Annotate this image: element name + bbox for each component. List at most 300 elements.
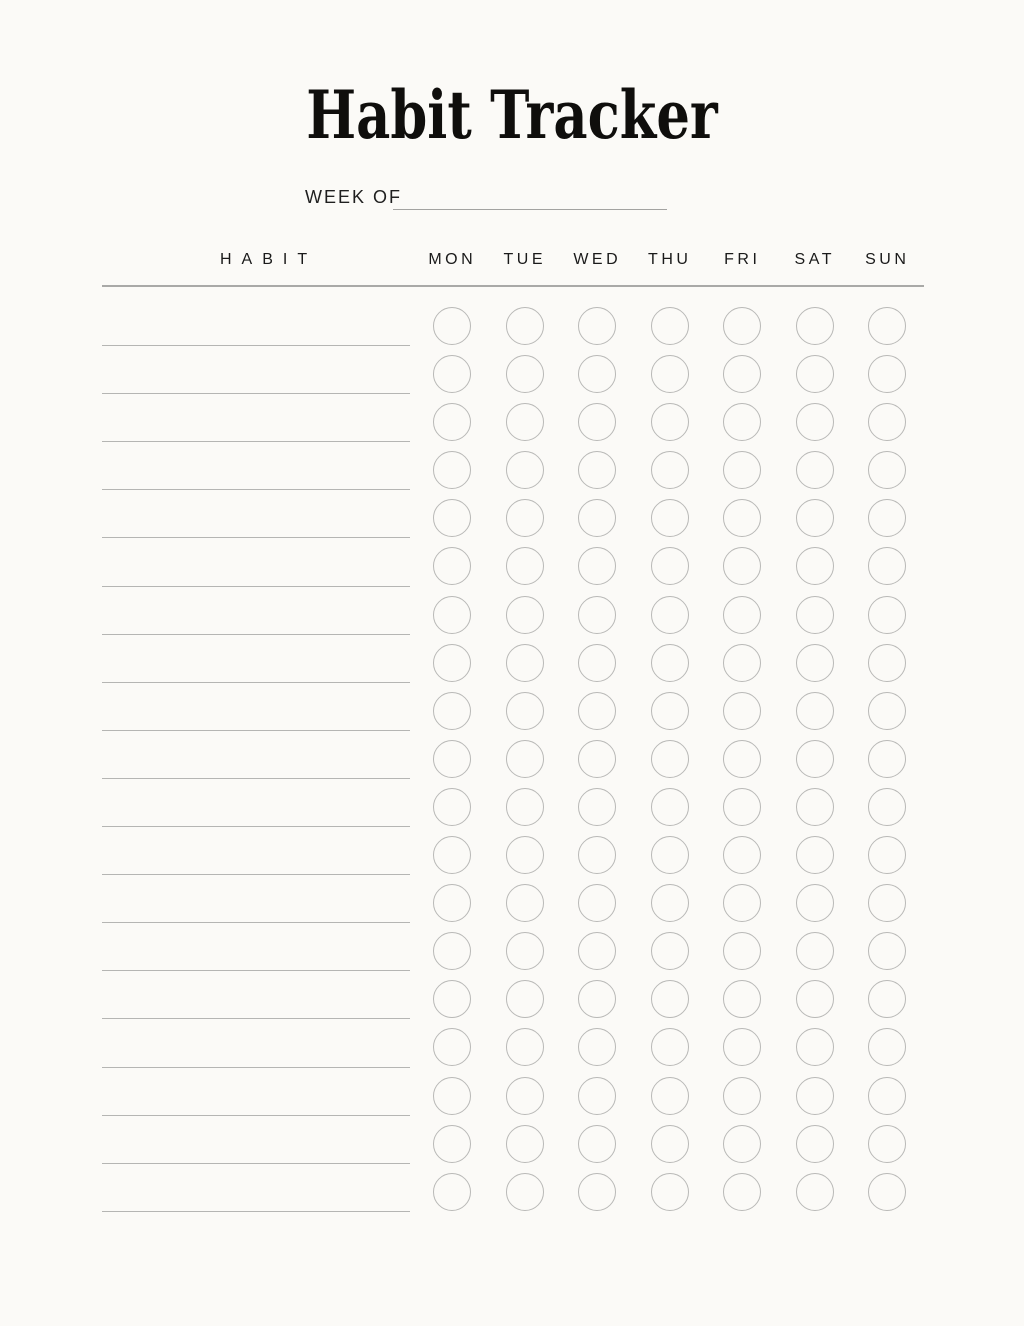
habit-name-line[interactable] [102,642,410,683]
habit-name-line[interactable] [102,401,410,442]
circle-cell [851,355,924,393]
day-circle-thu[interactable] [651,547,689,585]
circle-cell [779,307,852,345]
day-circle-sat[interactable] [796,547,834,585]
habit-name-line[interactable] [102,690,410,731]
circle-cell [851,1125,924,1163]
day-circle-mon[interactable] [433,932,471,970]
day-circle-mon[interactable] [433,1028,471,1066]
day-circle-mon[interactable] [433,884,471,922]
circle-cell [561,355,634,393]
circle-cell [634,451,707,489]
circle-cell [706,788,779,826]
circle-row [416,884,924,922]
circle-cell [779,692,852,730]
circle-cell [851,547,924,585]
day-circle-tue[interactable] [506,355,544,393]
tracker-row [0,1164,1024,1212]
circle-cell [489,355,562,393]
day-circle-wed[interactable] [578,788,616,826]
day-circle-sat[interactable] [796,1125,834,1163]
tracker-row [0,1068,1024,1116]
tracker-row [0,635,1024,683]
day-circle-sun[interactable] [868,980,906,1018]
day-circle-sun[interactable] [868,355,906,393]
day-circle-thu[interactable] [651,1028,689,1066]
week-of-label: WEEK OF [305,187,403,207]
circle-cell [561,451,634,489]
day-circle-thu[interactable] [651,788,689,826]
day-circle-thu[interactable] [651,596,689,634]
tracker-row [0,298,1024,346]
day-header-thu: THU [648,251,692,268]
circle-cell [779,451,852,489]
circle-cell [779,596,852,634]
day-circle-tue[interactable] [506,884,544,922]
day-circle-fri[interactable] [723,980,761,1018]
circle-cell [489,1028,562,1066]
circle-row [416,932,924,970]
day-circle-fri[interactable] [723,932,761,970]
circle-cell [489,307,562,345]
day-circle-mon[interactable] [433,1125,471,1163]
day-circle-fri[interactable] [723,307,761,345]
circle-cell [779,740,852,778]
circle-cell [634,1028,707,1066]
circle-cell [706,499,779,537]
day-header-tue: TUE [503,251,546,268]
circle-cell [489,1077,562,1115]
day-circle-tue[interactable] [506,932,544,970]
habit-name-line[interactable] [102,834,410,875]
day-circle-sun[interactable] [868,547,906,585]
day-circle-fri[interactable] [723,1173,761,1211]
circle-row [416,596,924,634]
circle-cell [634,644,707,682]
circle-cell [851,1028,924,1066]
day-circle-mon[interactable] [433,788,471,826]
circle-cell [561,980,634,1018]
day-circle-tue[interactable] [506,836,544,874]
circle-cell [561,596,634,634]
day-circle-tue[interactable] [506,547,544,585]
circle-cell [416,451,489,489]
tracker-row [0,971,1024,1019]
day-circle-tue[interactable] [506,980,544,1018]
day-circle-tue[interactable] [506,1125,544,1163]
tracker-row [0,683,1024,731]
day-circle-sun[interactable] [868,788,906,826]
day-circle-sat[interactable] [796,884,834,922]
circle-cell [489,884,562,922]
tracker-row [0,779,1024,827]
day-header-wed: WED [573,251,622,268]
day-circle-thu[interactable] [651,355,689,393]
habit-name-line[interactable] [102,1171,410,1212]
circle-cell [634,1125,707,1163]
habit-name-line[interactable] [102,1075,410,1116]
tracker-row [0,923,1024,971]
circle-cell [416,547,489,585]
habit-name-line[interactable] [102,546,410,587]
day-circle-mon[interactable] [433,499,471,537]
circle-cell [634,1077,707,1115]
day-circle-tue[interactable] [506,499,544,537]
day-circle-tue[interactable] [506,644,544,682]
day-circle-tue[interactable] [506,596,544,634]
day-circle-wed[interactable] [578,1173,616,1211]
circle-cell [779,932,852,970]
circle-cell [634,980,707,1018]
habit-name-line[interactable] [102,1123,410,1164]
day-circle-thu[interactable] [651,1173,689,1211]
day-header-sat: SAT [794,251,835,268]
week-of-input[interactable] [393,186,667,210]
circle-cell [489,740,562,778]
circle-cell [561,547,634,585]
day-circle-fri[interactable] [723,499,761,537]
habit-name-line[interactable] [102,353,410,394]
circle-cell [489,1125,562,1163]
day-circle-tue[interactable] [506,788,544,826]
circle-cell [851,692,924,730]
circle-cell [706,980,779,1018]
day-circle-fri[interactable] [723,403,761,441]
circle-cell [489,596,562,634]
day-circle-wed[interactable] [578,692,616,730]
day-circle-tue[interactable] [506,307,544,345]
day-circle-mon[interactable] [433,980,471,1018]
day-circle-tue[interactable] [506,403,544,441]
habit-name-line[interactable] [102,882,410,923]
tracker-rows [0,298,1024,1212]
day-circle-sun[interactable] [868,1125,906,1163]
circle-cell [416,644,489,682]
circle-cell [561,1028,634,1066]
habit-name-line[interactable] [102,1027,410,1068]
circle-row [416,403,924,441]
circle-row [416,836,924,874]
day-circle-sat[interactable] [796,644,834,682]
circle-cell [416,596,489,634]
circle-cell [416,499,489,537]
circle-cell [851,836,924,874]
circle-row [416,1028,924,1066]
day-circle-sat[interactable] [796,740,834,778]
day-circle-sun[interactable] [868,1173,906,1211]
circle-cell [706,307,779,345]
day-circle-mon[interactable] [433,403,471,441]
circle-cell [634,403,707,441]
day-circle-tue[interactable] [506,451,544,489]
day-circle-thu[interactable] [651,451,689,489]
page-title: Habit Tracker [306,76,718,154]
circle-cell [634,547,707,585]
day-circle-thu[interactable] [651,884,689,922]
circle-cell [561,499,634,537]
circle-cell [561,1173,634,1211]
circle-row [416,547,924,585]
tracker-row [0,875,1024,923]
circle-cell [706,884,779,922]
circle-cell [779,836,852,874]
day-circle-fri[interactable] [723,547,761,585]
day-circle-fri[interactable] [723,884,761,922]
day-circle-sun[interactable] [868,644,906,682]
day-circle-fri[interactable] [723,355,761,393]
day-circle-mon[interactable] [433,596,471,634]
circle-cell [779,355,852,393]
circle-cell [779,1173,852,1211]
habit-name-line[interactable] [102,594,410,635]
day-circle-wed[interactable] [578,499,616,537]
day-circle-thu[interactable] [651,1077,689,1115]
habit-name-line[interactable] [102,305,410,346]
circle-cell [489,692,562,730]
day-circle-mon[interactable] [433,692,471,730]
day-circle-mon[interactable] [433,547,471,585]
day-circle-sun[interactable] [868,451,906,489]
day-circle-thu[interactable] [651,1125,689,1163]
tracker-row [0,490,1024,538]
day-circle-tue[interactable] [506,740,544,778]
day-circle-tue[interactable] [506,1028,544,1066]
tracker-row [0,394,1024,442]
day-circle-sat[interactable] [796,836,834,874]
day-circle-sat[interactable] [796,788,834,826]
day-circle-sat[interactable] [796,355,834,393]
circle-cell [851,596,924,634]
day-circle-fri[interactable] [723,1028,761,1066]
day-circle-sat[interactable] [796,692,834,730]
circle-cell [779,499,852,537]
day-circle-wed[interactable] [578,1077,616,1115]
day-circle-sun[interactable] [868,1028,906,1066]
circle-cell [634,499,707,537]
day-circle-fri[interactable] [723,788,761,826]
circle-cell [779,403,852,441]
circle-cell [634,355,707,393]
day-header-sun: SUN [865,251,910,268]
circle-cell [706,740,779,778]
day-circle-mon[interactable] [433,355,471,393]
circle-cell [634,692,707,730]
circle-cell [489,980,562,1018]
circle-cell [416,307,489,345]
day-circle-sat[interactable] [796,596,834,634]
header-divider [102,285,924,287]
circle-row [416,644,924,682]
day-circle-sat[interactable] [796,1028,834,1066]
circle-cell [851,644,924,682]
day-circle-wed[interactable] [578,740,616,778]
day-circle-sun[interactable] [868,403,906,441]
tracker-row [0,538,1024,586]
circle-cell [561,788,634,826]
day-circle-mon[interactable] [433,451,471,489]
day-circle-fri[interactable] [723,1077,761,1115]
circle-cell [561,644,634,682]
tracker-row [0,1116,1024,1164]
circle-cell [416,1077,489,1115]
tracker-row [0,731,1024,779]
day-circle-sat[interactable] [796,403,834,441]
day-circle-mon[interactable] [433,1173,471,1211]
circle-cell [851,884,924,922]
circle-cell [416,1173,489,1211]
circle-cell [851,403,924,441]
circle-cell [706,932,779,970]
circle-cell [851,932,924,970]
circle-cell [779,788,852,826]
day-circle-wed[interactable] [578,980,616,1018]
day-circle-sun[interactable] [868,307,906,345]
tracker-row [0,442,1024,490]
day-circle-thu[interactable] [651,980,689,1018]
circle-cell [706,451,779,489]
circle-cell [561,740,634,778]
circle-cell [851,451,924,489]
circle-cell [561,884,634,922]
day-circle-wed[interactable] [578,932,616,970]
day-circle-wed[interactable] [578,307,616,345]
day-circle-mon[interactable] [433,836,471,874]
circle-cell [634,596,707,634]
day-circle-sun[interactable] [868,1077,906,1115]
day-circle-fri[interactable] [723,740,761,778]
day-circle-mon[interactable] [433,1077,471,1115]
day-circle-thu[interactable] [651,692,689,730]
day-circle-tue[interactable] [506,1173,544,1211]
day-circle-sat[interactable] [796,1173,834,1211]
day-circle-wed[interactable] [578,451,616,489]
day-circle-sun[interactable] [868,596,906,634]
day-circle-sun[interactable] [868,499,906,537]
day-circle-sat[interactable] [796,499,834,537]
day-circle-wed[interactable] [578,836,616,874]
circle-cell [706,1173,779,1211]
circle-cell [416,692,489,730]
day-circle-thu[interactable] [651,307,689,345]
day-circle-tue[interactable] [506,1077,544,1115]
day-circle-sun[interactable] [868,692,906,730]
circle-cell [416,355,489,393]
circle-cell [416,740,489,778]
circle-cell [561,932,634,970]
circle-cell [489,1173,562,1211]
circle-cell [851,788,924,826]
circle-cell [561,307,634,345]
day-circle-wed[interactable] [578,403,616,441]
day-circle-fri[interactable] [723,596,761,634]
day-circle-thu[interactable] [651,836,689,874]
circle-cell [489,932,562,970]
circle-row [416,788,924,826]
circle-cell [779,547,852,585]
day-circle-sat[interactable] [796,932,834,970]
day-headers-row [416,250,924,270]
circle-cell [779,1028,852,1066]
circle-row [416,499,924,537]
day-circle-sat[interactable] [796,1077,834,1115]
circle-cell [706,403,779,441]
circle-row [416,355,924,393]
day-circle-fri[interactable] [723,1125,761,1163]
circle-cell [489,451,562,489]
circle-cell [489,403,562,441]
circle-row [416,692,924,730]
circle-cell [561,1125,634,1163]
day-circle-mon[interactable] [433,644,471,682]
day-circle-wed[interactable] [578,1125,616,1163]
day-circle-sun[interactable] [868,884,906,922]
day-circle-fri[interactable] [723,836,761,874]
circle-cell [561,1077,634,1115]
day-circle-sun[interactable] [868,836,906,874]
day-circle-fri[interactable] [723,451,761,489]
day-circle-wed[interactable] [578,547,616,585]
day-circle-wed[interactable] [578,355,616,393]
day-circle-mon[interactable] [433,307,471,345]
circle-row [416,1173,924,1211]
circle-cell [779,884,852,922]
day-circle-sat[interactable] [796,307,834,345]
circle-cell [779,980,852,1018]
tracker-row [0,346,1024,394]
habit-name-line[interactable] [102,497,410,538]
habit-name-line[interactable] [102,978,410,1019]
day-circle-wed[interactable] [578,884,616,922]
circle-cell [416,1028,489,1066]
day-circle-sun[interactable] [868,740,906,778]
habit-name-line[interactable] [102,738,410,779]
day-circle-fri[interactable] [723,692,761,730]
habit-name-line[interactable] [102,786,410,827]
day-circle-mon[interactable] [433,740,471,778]
circle-cell [416,403,489,441]
circle-cell [416,932,489,970]
circle-cell [706,1028,779,1066]
day-circle-wed[interactable] [578,644,616,682]
day-circle-wed[interactable] [578,596,616,634]
circle-cell [561,692,634,730]
day-circle-fri[interactable] [723,644,761,682]
day-circle-sat[interactable] [796,980,834,1018]
circle-cell [634,788,707,826]
day-circle-thu[interactable] [651,740,689,778]
day-circle-sat[interactable] [796,451,834,489]
habit-name-line[interactable] [102,449,410,490]
habit-name-line[interactable] [102,930,410,971]
circle-row [416,1125,924,1163]
circle-cell [706,1125,779,1163]
circle-cell [634,836,707,874]
day-circle-thu[interactable] [651,644,689,682]
circle-cell [851,499,924,537]
circle-cell [706,836,779,874]
circle-cell [851,1173,924,1211]
tracker-row [0,587,1024,635]
circle-row [416,307,924,345]
day-circle-wed[interactable] [578,1028,616,1066]
day-circle-sun[interactable] [868,932,906,970]
circle-cell [489,788,562,826]
day-circle-thu[interactable] [651,499,689,537]
day-circle-thu[interactable] [651,403,689,441]
circle-cell [634,1173,707,1211]
day-circle-thu[interactable] [651,932,689,970]
day-circle-tue[interactable] [506,692,544,730]
